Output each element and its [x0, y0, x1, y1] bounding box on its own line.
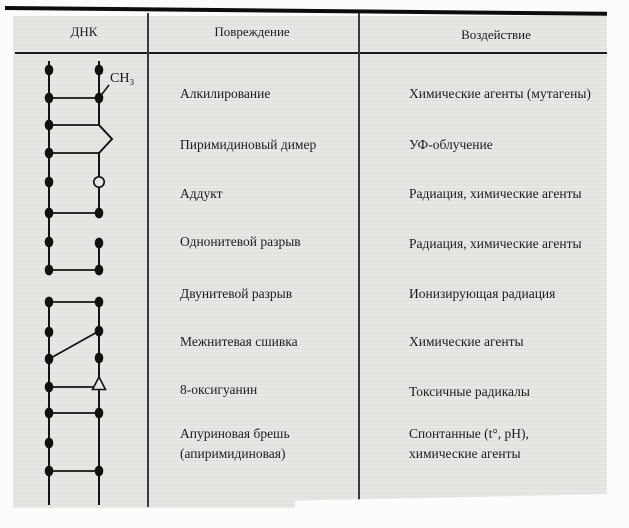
base-pair-rungs — [49, 98, 99, 471]
damage-cell: Аддукт — [180, 186, 223, 201]
left-strand-bases — [45, 65, 54, 477]
cause-cell: Спонтанные (t°, pH), химические агенты — [409, 426, 529, 461]
cause-cell: Химические агенты — [409, 334, 524, 349]
header-dna: ДНК — [70, 24, 98, 39]
interstrand-crosslink-line — [49, 331, 99, 359]
damage-cell: Межнитевая сшивка — [180, 334, 298, 349]
damage-cell: Алкилирование — [180, 86, 271, 101]
ch3-label: CH₃ — [110, 71, 135, 86]
damage-cell: Апуриновая брешь (апиримидиновая) — [180, 426, 290, 461]
dna-strands — [49, 61, 99, 505]
apurinic-site — [45, 438, 54, 449]
pyrimidine-dimer-kink — [99, 125, 112, 153]
cause-cell: Токсичные радикалы — [409, 384, 530, 399]
cause-cell: Радиация, химические агенты — [409, 236, 582, 251]
damage-cell: Однонитевой разрыв — [180, 234, 301, 249]
cause-cell: Ионизирующая радиация — [409, 286, 556, 301]
damage-cell: Пиримидиновый димер — [180, 137, 317, 152]
header-damage: Повреждение — [214, 24, 290, 39]
oxoguanine-triangle — [93, 377, 106, 390]
damage-cell: Двунитевой разрыв — [180, 286, 293, 301]
cause-cell: Химические агенты (мутагены) — [409, 86, 591, 101]
alkylation-ch3-marker — [99, 71, 134, 98]
header-cause: Воздействие — [461, 27, 531, 42]
cause-cell: УФ-облучение — [409, 137, 493, 152]
adduct-circle — [94, 177, 104, 187]
cause-cell: Радиация, химические агенты — [409, 186, 582, 201]
damage-cell: 8-оксигуанин — [180, 382, 258, 397]
